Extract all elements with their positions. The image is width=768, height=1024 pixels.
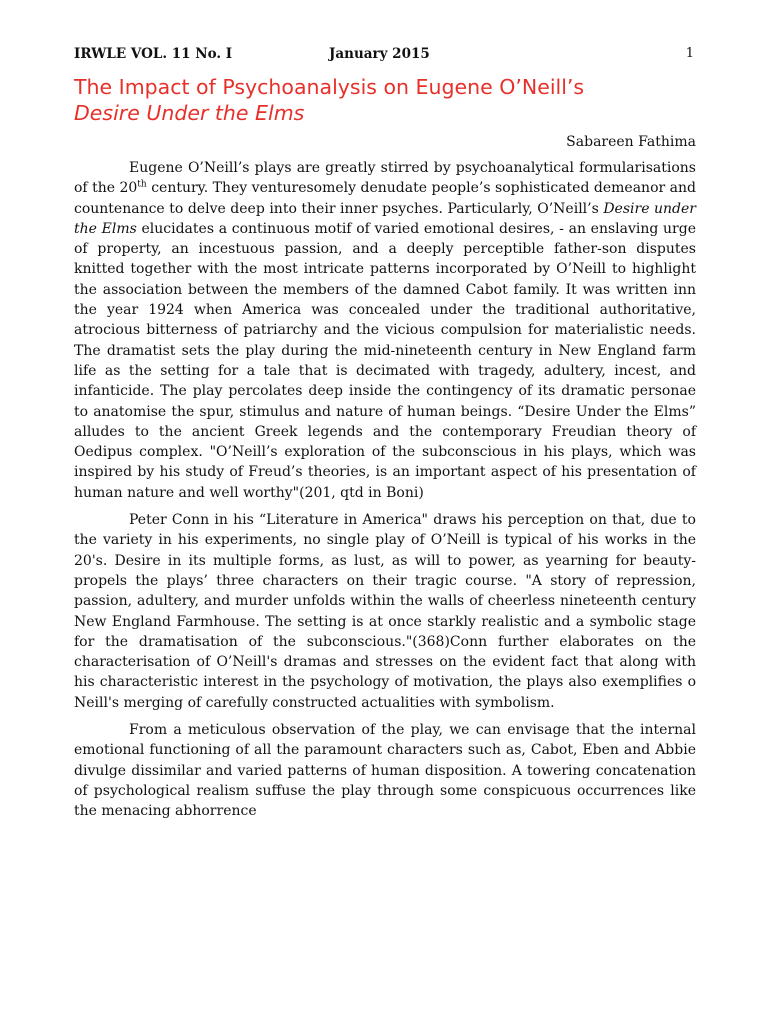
superscript-th: th bbox=[137, 179, 147, 190]
author-name: Sabareen Fathima bbox=[566, 134, 696, 150]
play-title-italic: Desire under the Elms bbox=[74, 200, 696, 237]
title-line-2: Desire Under the Elms bbox=[74, 101, 305, 125]
journal-name: IRWLE VOL. 11 No. I bbox=[74, 46, 233, 62]
title-line-1: The Impact of Psychoanalysis on Eugene O’Neill’s bbox=[74, 75, 585, 99]
issue-date: January 2015 bbox=[329, 46, 430, 62]
paragraph-1-part-a: Eugene O’Neill’s plays are greatly stirred by psychoanalytical formularisations of the 20 bbox=[74, 160, 696, 197]
paragraph-1 bbox=[74, 158, 696, 503]
page-number: 1 bbox=[685, 46, 694, 61]
page bbox=[74, 44, 696, 829]
article-title bbox=[74, 74, 696, 126]
running-head bbox=[74, 44, 696, 66]
paragraph-3: From a meticulous observation of the play, we can envisage that the internal emotional functioning of all the paramount characters such as, Cabot, Eben and Abbie divulge dissimilar and varied patterns of human disposition. A towering concatenation of psychological realism suffuse the play through some conspicuous occurrences like the menacing abhorrence bbox=[74, 722, 696, 820]
paragraph-2: Peter Conn in his “Literature in America" draws his perception on that, due to the variety in his experiments, no single play of O’Neill is typical of his works in the 20's. Desire in its multiple forms, as lust, as will to power, as yearning for beauty-propels the plays’ three characters on their tragic course. "A story of repression, passion, adultery, and murder unfolds within the walls of cheerless nineteenth century New England Farmhouse. The setting is at once starkly realistic and a symbolic stage for the dramatisation of the subconscious."(368)Conn further elaborates on the characterisation of O’Neill's dramas and stresses on the evident fact that along with his characteristic interest in the psychology of motivation, the plays also exemplifies o Neill's merging of carefully constructed actualities with symbolism. bbox=[74, 512, 696, 711]
paragraph-1-part-c: elucidates a continuous motif of varied emotional desires, - an enslaving urge of property, an incestuous passion, and a deeply perceptible father-son disputes knitted together with the most intricate patterns incorporated by O’Neill to highlight the association between the members of the damned Cabot family. It was written inn the year 1924 when America was concealed under the traditional authoritative, atrocious bitterness of patriarchy and the vicious compulsion for materialistic needs. The dramatist sets the play during the mid-nineteenth century in New England farm life as the setting for a tale that is decimated with tragedy, adultery, incest, and infanticide. The play percolates deep inside the contingency of its dramatic personae to anatomise the spur, stimulus and nature of human beings. “Desire Under the Elms” alludes to the ancient Greek legends and the contemporary Freudian theory of Oedipus complex. "O’Neill’s exploration of the subconscious in his plays, which was inspired by his study of Freud’s theories, is an important aspect of his presentation of human nature and well worthy"(201, qtd in Boni) bbox=[74, 220, 696, 501]
paragraph-1-part-b: century. They venturesomely denudate people’s sophisticated demeanor and countenance to delve deep into their inner psyches. Particularly, O’Neill’s bbox=[74, 180, 696, 217]
